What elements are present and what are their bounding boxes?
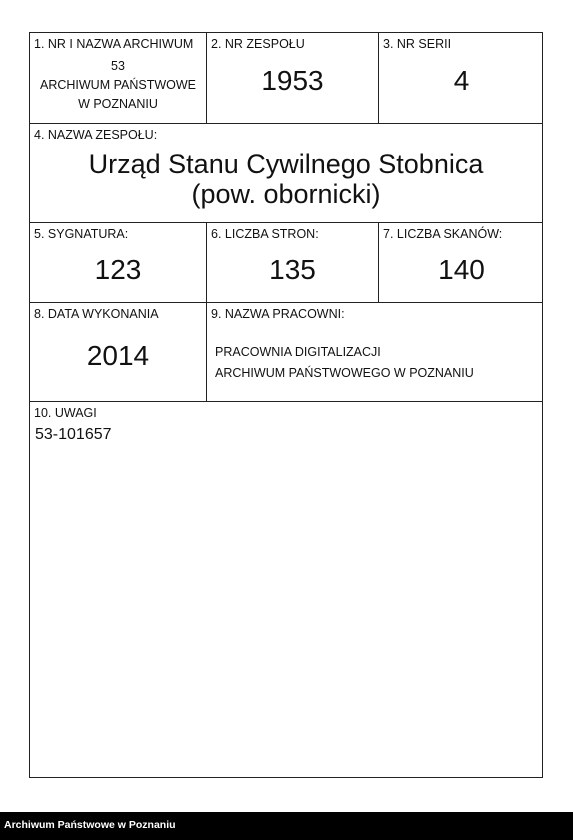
page-count-value: 135 [269,254,316,285]
notes-value: 53-101657 [35,426,112,443]
metadata-card [29,32,543,778]
scan-count-value: 140 [438,254,485,285]
archive-name-line1: ARCHIWUM PAŃSTWOWE [39,78,196,92]
series-label: 3. NR SERII [383,37,452,51]
series-value: 4 [453,65,470,96]
footer-text: Archiwum Państwowe w Poznaniu [4,819,176,831]
cell-scan-count [378,223,544,302]
scan-count-label: 7. LICZBA SKANÓW: [383,227,503,241]
workshop-line2: ARCHIWUM PAŃSTWOWEGO W POZNANIU [215,366,474,380]
cell-fonds-number [206,33,378,123]
signature-value: 123 [94,254,142,285]
notes-label: 10. UWAGI [34,406,97,420]
workshop-label: 9. NAZWA PRACOWNI: [211,307,345,321]
archive-label: 1. NR I NAZWA ARCHIWUM [34,37,194,51]
cell-archive [30,33,206,123]
cell-series [378,33,544,123]
fonds-name-line1: Urząd Stanu Cywilnego Stobnica [88,149,484,179]
cell-signature [30,223,206,302]
row-execution [30,303,542,402]
date-value: 2014 [86,340,150,371]
fonds-number-value: 1953 [261,65,324,96]
date-label: 8. DATA WYKONANIA [34,307,159,321]
workshop-line1: PRACOWNIA DIGITALIZACJI [215,345,381,359]
cell-date [30,303,206,401]
fonds-name-line2: (pow. obornicki) [191,179,381,209]
row-counts [30,223,542,303]
archive-name-line2: W POZNANIU [78,97,158,111]
row-fonds-name [30,124,542,223]
row-notes [30,402,542,777]
cell-page-count [206,223,378,302]
fonds-name-label: 4. NAZWA ZESPOŁU: [34,128,158,142]
fonds-number-label: 2. NR ZESPOŁU [211,37,305,51]
archive-number: 53 [111,59,125,73]
signature-label: 5. SYGNATURA: [34,227,129,241]
cell-workshop [206,303,544,401]
row-identifiers [30,33,542,124]
page-count-label: 6. LICZBA STRON: [211,227,319,241]
footer-bar [0,812,573,840]
